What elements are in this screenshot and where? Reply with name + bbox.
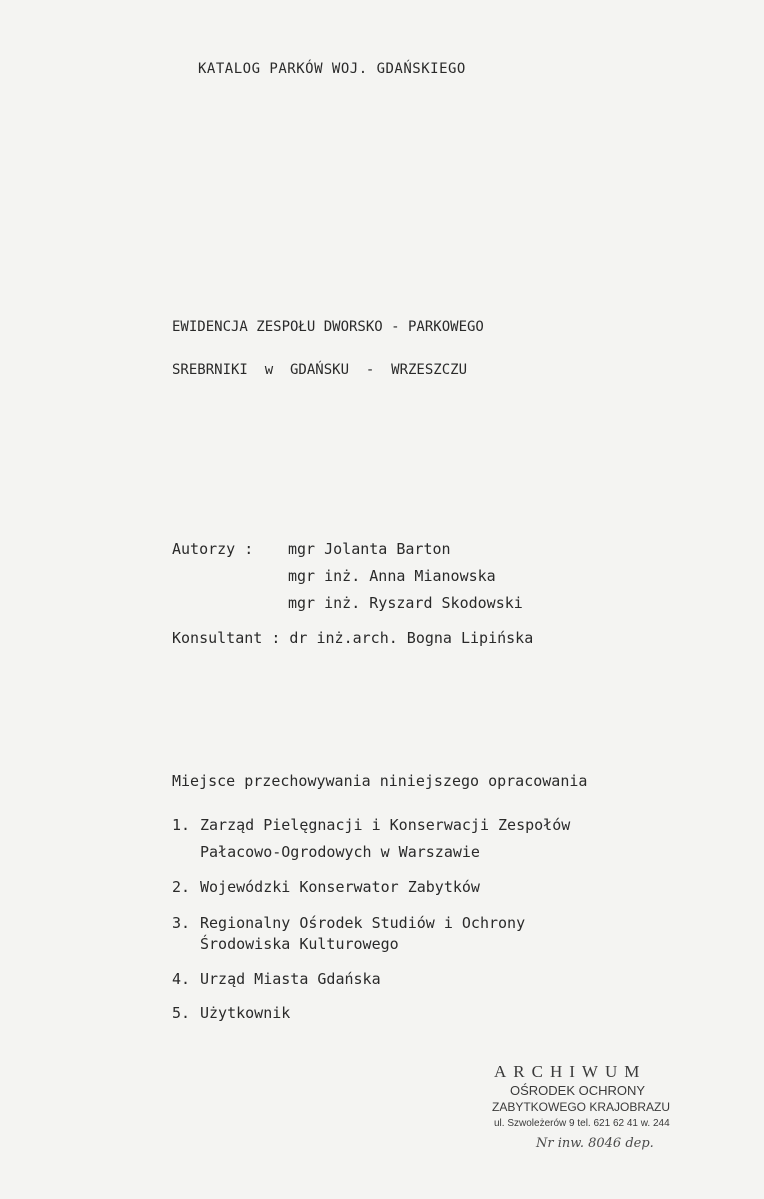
item-number: 3. <box>172 914 191 932</box>
item-text: Urząd Miasta Gdańska <box>200 970 381 988</box>
item-number: 1. <box>172 816 191 834</box>
author-name: mgr inż. Ryszard Skodowski <box>288 594 523 612</box>
author-name: mgr inż. Anna Mianowska <box>288 567 496 585</box>
storage-heading: Miejsce przechowywania niniejszego opracowania <box>172 772 588 790</box>
storage-item <box>172 816 570 834</box>
storage-item <box>172 878 480 896</box>
storage-item-continuation: Pałacowo-Ogrodowych w Warszawie <box>200 843 480 861</box>
stamp-line: ZABYTKOWEGO KRAJOBRAZU <box>492 1100 671 1114</box>
item-text: Wojewódzki Konserwator Zabytków <box>200 878 480 896</box>
record-location: SREBRNIKI w GDAŃSKU - WRZESZCZU <box>172 362 468 378</box>
stamp-line: OŚRODEK OCHRONY <box>510 1083 646 1098</box>
item-text: Użytkownik <box>200 1004 291 1022</box>
item-text: Regionalny Ośrodek Studiów i Ochrony <box>200 914 526 932</box>
handwritten-inventory-number: Nr inw. 8046 dep. <box>536 1136 654 1151</box>
author-name: mgr Jolanta Barton <box>288 540 451 558</box>
stamp-title: ARCHIWUM <box>494 1062 647 1081</box>
item-number: 4. <box>172 970 191 988</box>
catalog-title: KATALOG PARKÓW WOJ. GDAŃSKIEGO <box>198 61 466 77</box>
authors-label: Autorzy : <box>172 540 254 558</box>
stamp-address: ul. Szwoleżerów 9 tel. 621 62 41 w. 244 <box>494 1118 670 1129</box>
storage-item-continuation: Środowiska Kulturowego <box>200 935 399 953</box>
consultant-line: Konsultant : dr inż.arch. Bogna Lipińska <box>172 629 534 647</box>
storage-item <box>172 970 381 988</box>
storage-item <box>172 914 525 932</box>
item-text: Zarząd Pielęgnacji i Konserwacji Zespołów <box>200 816 571 834</box>
storage-item <box>172 1004 290 1022</box>
record-title: EWIDENCJA ZESPOŁU DWORSKO - PARKOWEGO <box>172 319 484 335</box>
item-number: 5. <box>172 1004 191 1022</box>
item-number: 2. <box>172 878 191 896</box>
